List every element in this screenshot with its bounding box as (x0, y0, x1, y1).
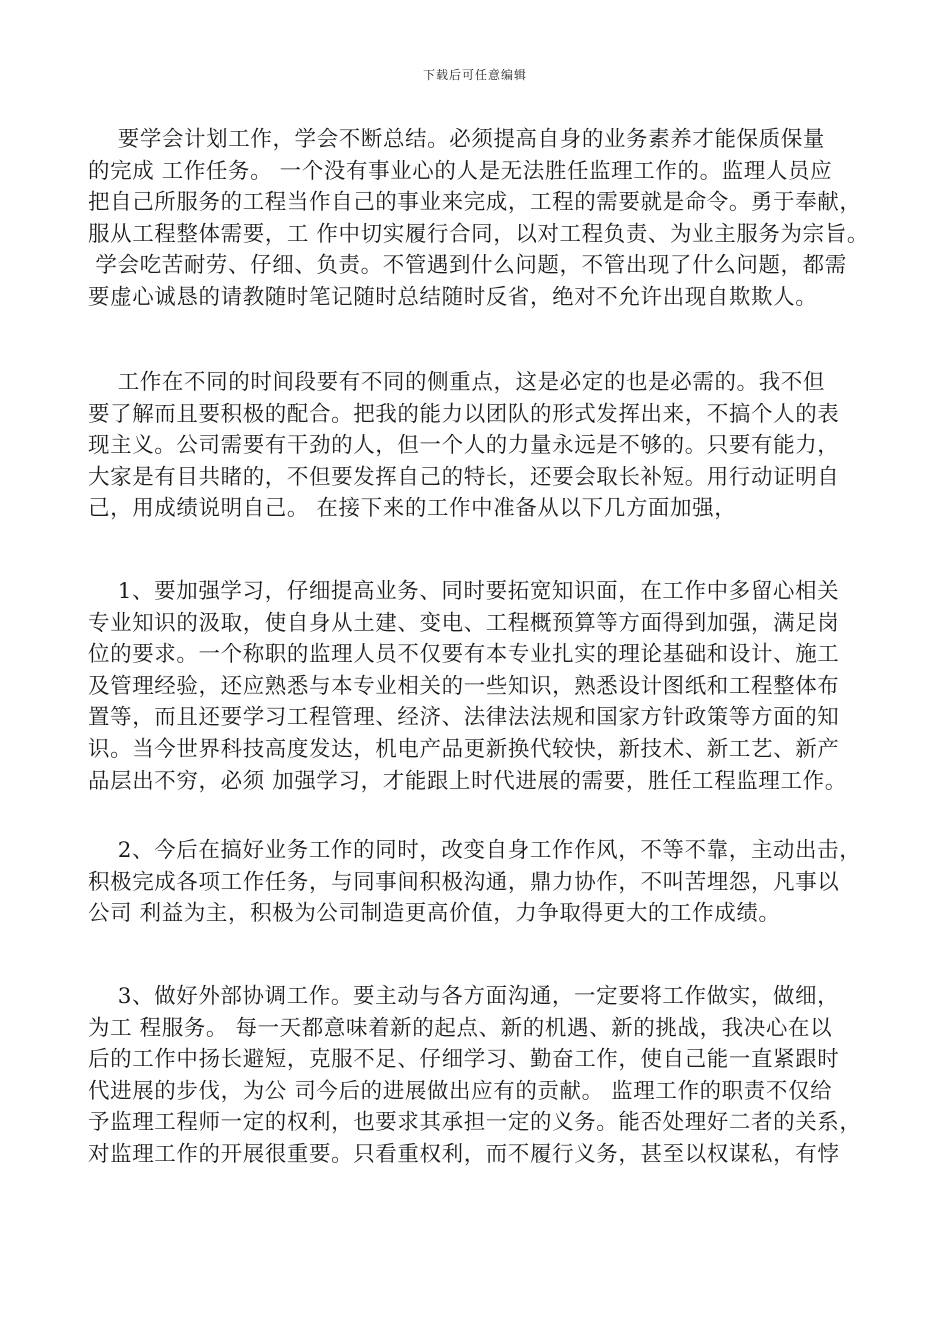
text-line: 品层出不穷，必须 加强学习，才能跟上时代进展的需要，胜任工程监理工作。 (88, 768, 847, 794)
text-line: 积极完成各项工作任务，与同事间积极沟通，鼎力协作，不叫苦埋怨，凡事以 (88, 869, 840, 895)
page-header-note: 下载后可任意编辑 (422, 68, 527, 82)
text-line: 公司 利益为主，积极为公司制造更高价值，力争取得更大的工作成绩。 (88, 901, 781, 927)
text-line: 要了解而且要积极的配合。把我的能力以团队的形式发挥出来，不搞个人的表 (88, 401, 840, 427)
text-line: 工作在不同的时间段要有不同的侧重点，这是必定的也是必需的。我不但 (88, 370, 825, 395)
text-line: 对监理工作的开展很重要。只看重权利，而不履行义务，甚至以权谋私，有悖 (88, 1141, 840, 1167)
text-line: 予监理工程师一定的权利，也要求其承担一定的义务。能否处理好二者的关系， (88, 1110, 862, 1136)
text-line: 后的工作中扬长避短，克服不足、仔细学习、勤奋工作，使自己能一直紧跟时 (88, 1047, 840, 1073)
text-line: 置等，而且还要学习工程管理、经济、法律法法规和国家方针政策等方面的知 (88, 705, 840, 731)
paragraph-1 (88, 124, 869, 314)
text-line: 要学会计划工作，学会不断总结。必须提高自身的业务素养才能保质保量 (88, 127, 825, 152)
text-line: 及管理经验，还应熟悉与本专业相关的一些知识，熟悉设计图纸和工程整体布 (88, 673, 840, 699)
text-line: 要虚心诚恳的请教随时笔记随时总结随时反省，绝对不允许出现自欺欺人。 (88, 284, 818, 310)
text-line: 1、要加强学习，仔细提高业务、同时要拓宽知识面，在工作中多留心相关 (88, 579, 840, 604)
text-line: 识。当今世界科技高度发达，机电产品更新换代较快，新技术、新工艺、新产 (88, 736, 840, 762)
text-line: 把自己所服务的工程当作自己的事业来完成，工程的需要就是命令。勇于奉献， (88, 190, 862, 216)
paragraph-2 (88, 367, 839, 525)
text-line: 现主义。公司需要有干劲的人，但一个人的力量永远是不够的。只要有能力， (88, 433, 840, 459)
text-line: 的完成 工作任务。 一个没有事业心的人是无法胜任监理工作的。监理人员应 (88, 158, 833, 184)
text-line: 己，用成绩说明自己。 在接下来的工作中准备从以下几方面加强， (88, 496, 737, 522)
text-line: 3、做好外部协调工作。要主动与各方面沟通，一定要将工作做实，做细， (88, 984, 840, 1009)
text-line: 为工 程服务。 每一天都意味着新的起点、新的机遇、新的挑战，我决心在以 (88, 1015, 833, 1041)
text-line: 服从工程整体需要，工 作中切实履行合同，以对工程负责、为业主服务为宗旨。 (88, 221, 869, 247)
text-line: 2、今后在搞好业务工作的同时，改变自身工作作风，不等不靠，主动出击， (88, 838, 862, 863)
paragraph-4 (88, 835, 861, 930)
text-line: 专业知识的汲取，使自身从土建、变电、工程概预算等方面得到加强，满足岗 (88, 610, 840, 636)
text-line: 代进展的步伐，为公 司今后的进展做出应有的贡献。 监理工作的职责不仅给 (88, 1078, 833, 1104)
text-line: 学会吃苦耐劳、仔细、负责。不管遇到什么问题，不管出现了什么问题，都需 (88, 253, 847, 279)
text-line: 位的要求。一个称职的监理人员不仅要有本专业扎实的理论基础和设计、施工 (88, 642, 840, 668)
paragraph-5 (88, 981, 862, 1171)
text-line: 大家是有目共睹的，不但要发挥自己的特长，还要会取长补短。用行动证明自 (88, 464, 840, 490)
paragraph-3 (88, 576, 847, 797)
